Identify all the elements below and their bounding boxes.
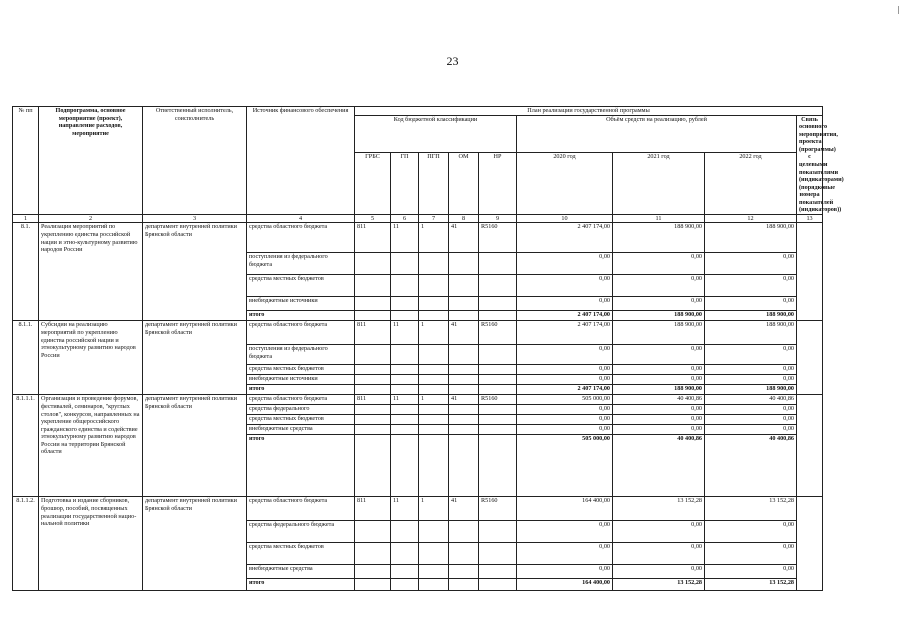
amount-2021: 188 900,00	[613, 311, 705, 321]
code-om	[449, 435, 479, 497]
amount-2022: 0,00	[705, 543, 797, 565]
funding-source: внебюджетные источники	[247, 375, 355, 385]
amount-2020: 0,00	[517, 275, 613, 297]
code-pgp	[419, 521, 449, 543]
amount-2021: 188 900,00	[613, 321, 705, 345]
code-nr	[479, 297, 517, 311]
code-nr	[479, 425, 517, 435]
code-grbs	[355, 579, 391, 591]
code-grbs	[355, 435, 391, 497]
col-num: 13	[797, 214, 823, 223]
code-grbs	[355, 521, 391, 543]
header-2020: 2020 год	[517, 152, 613, 214]
amount-2020: 0,00	[517, 415, 613, 425]
amount-2022: 0,00	[705, 565, 797, 579]
funding-source: средства федерального бюджета	[247, 521, 355, 543]
amount-2022: 0,00	[705, 297, 797, 311]
code-pgp	[419, 415, 449, 425]
row-responsible: департамент внутренней политики Брянской области	[143, 321, 247, 395]
code-om	[449, 579, 479, 591]
code-pgp	[419, 297, 449, 311]
code-gp	[391, 521, 419, 543]
code-gp	[391, 405, 419, 415]
funding-source: средства местных бюджетов	[247, 543, 355, 565]
code-grbs	[355, 253, 391, 275]
funding-source: средства областного бюджета	[247, 497, 355, 521]
code-pgp	[419, 565, 449, 579]
amount-2021: 0,00	[613, 253, 705, 275]
amount-2021: 0,00	[613, 425, 705, 435]
code-om: 41	[449, 223, 479, 253]
code-om	[449, 425, 479, 435]
code-grbs	[355, 543, 391, 565]
row-number: 8.1.1.	[13, 321, 39, 395]
code-gp	[391, 253, 419, 275]
amount-2022: 188 900,00	[705, 223, 797, 253]
funding-source: поступления из федерального бюджета	[247, 253, 355, 275]
amount-2020: 0,00	[517, 425, 613, 435]
row-name: Подготовка и издание сборников, брошюр, пособий, посвященных реализации государственной нацио-нальной политики	[39, 497, 143, 591]
code-nr	[479, 253, 517, 275]
code-om	[449, 375, 479, 385]
amount-2020: 2 407 174,00	[517, 321, 613, 345]
amount-2020: 0,00	[517, 253, 613, 275]
header-responsible: Ответственный исполнитель, соисполнитель	[143, 107, 247, 215]
code-om	[449, 253, 479, 275]
code-om	[449, 415, 479, 425]
indicator-link	[797, 395, 823, 497]
amount-2022: 0,00	[705, 425, 797, 435]
amount-2020: 0,00	[517, 365, 613, 375]
page-number: 23	[446, 54, 459, 68]
code-pgp: 1	[419, 395, 449, 405]
funding-source: средства федерального	[247, 405, 355, 415]
code-pgp	[419, 385, 449, 395]
code-pgp	[419, 253, 449, 275]
code-nr	[479, 579, 517, 591]
amount-2021: 40 400,86	[613, 395, 705, 405]
code-pgp: 1	[419, 223, 449, 253]
code-grbs: 811	[355, 395, 391, 405]
col-num: 3	[143, 214, 247, 223]
col-num: 9	[479, 214, 517, 223]
code-gp	[391, 385, 419, 395]
header-source: Источник финансового обеспечения	[247, 107, 355, 215]
code-pgp	[419, 365, 449, 375]
amount-2021: 0,00	[613, 565, 705, 579]
row-name: Организация и проведение форумов, фестивалей, семинаров, "круглых столов", конкурсов, направленных на укрепление общероссийского гражданского единства и содействие этнокультурному развитию народов России на территории Брянской области	[39, 395, 143, 497]
table-row	[13, 395, 823, 405]
code-pgp	[419, 543, 449, 565]
row-responsible: департамент внутренней политики Брянской области	[143, 395, 247, 497]
code-om	[449, 311, 479, 321]
col-num: 8	[449, 214, 479, 223]
col-num: 2	[39, 214, 143, 223]
header-2021: 2021 год	[613, 152, 705, 214]
program-plan-table	[12, 106, 844, 591]
code-om	[449, 385, 479, 395]
amount-2021: 40 400,86	[613, 435, 705, 497]
amount-2020: 505 000,00	[517, 395, 613, 405]
funding-source: итого	[247, 385, 355, 395]
funding-source: поступления из федерального бюджета	[247, 345, 355, 365]
funding-source: средства областного бюджета	[247, 321, 355, 345]
row-responsible: департамент внутренней политики Брянской области	[143, 223, 247, 321]
code-pgp: 1	[419, 497, 449, 521]
code-grbs	[355, 345, 391, 365]
funding-source: итого	[247, 579, 355, 591]
code-nr	[479, 405, 517, 415]
funding-source: средства местных бюджетов	[247, 365, 355, 375]
code-nr: R5160	[479, 223, 517, 253]
amount-2020: 164 400,00	[517, 497, 613, 521]
table-row	[13, 497, 823, 521]
code-pgp	[419, 405, 449, 415]
funding-source: внебюджетные средства	[247, 425, 355, 435]
code-om	[449, 275, 479, 297]
code-grbs	[355, 565, 391, 579]
amount-2022: 0,00	[705, 345, 797, 365]
amount-2022: 0,00	[705, 521, 797, 543]
col-num: 4	[247, 214, 355, 223]
code-pgp	[419, 375, 449, 385]
row-name: Субсидии на реализацию мероприятий по укреплению единства российской нации и этнокультурному развитию народов России	[39, 321, 143, 395]
code-pgp	[419, 425, 449, 435]
code-om	[449, 405, 479, 415]
code-pgp: 1	[419, 321, 449, 345]
funding-source: итого	[247, 435, 355, 497]
code-gp	[391, 311, 419, 321]
amount-2020: 2 407 174,00	[517, 311, 613, 321]
amount-2021: 0,00	[613, 365, 705, 375]
col-num: 11	[613, 214, 705, 223]
code-gp: 11	[391, 497, 419, 521]
amount-2021: 0,00	[613, 275, 705, 297]
code-grbs	[355, 385, 391, 395]
code-grbs: 811	[355, 321, 391, 345]
funding-source: средства областного бюджета	[247, 223, 355, 253]
amount-2020: 164 400,00	[517, 579, 613, 591]
page-edge-mark	[898, 6, 899, 14]
code-gp	[391, 415, 419, 425]
amount-2021: 13 152,28	[613, 579, 705, 591]
amount-2022: 188 900,00	[705, 321, 797, 345]
code-om	[449, 365, 479, 375]
amount-2020: 0,00	[517, 375, 613, 385]
header-volume: Объём средств на реализацию, рублей	[517, 115, 797, 152]
amount-2021: 0,00	[613, 521, 705, 543]
col-num: 10	[517, 214, 613, 223]
amount-2021: 188 900,00	[613, 385, 705, 395]
code-om: 41	[449, 497, 479, 521]
header-2022: 2022 год	[705, 152, 797, 214]
amount-2021: 0,00	[613, 297, 705, 311]
code-gp	[391, 425, 419, 435]
row-number: 8.1.1.1.	[13, 395, 39, 497]
code-grbs	[355, 297, 391, 311]
code-grbs	[355, 415, 391, 425]
code-om	[449, 345, 479, 365]
amount-2021: 188 900,00	[613, 223, 705, 253]
funding-source: средства местных бюджетов	[247, 415, 355, 425]
table-row	[13, 321, 823, 345]
code-grbs	[355, 365, 391, 375]
code-gp	[391, 375, 419, 385]
code-pgp	[419, 435, 449, 497]
indicator-link	[797, 223, 823, 321]
column-numbers-row	[13, 214, 823, 223]
header-link: Связь основного мероприятия, проекта (программы) с целевыми показателями (индикаторами) (порядковые номера показателей (индикаторов))	[797, 115, 823, 214]
code-pgp	[419, 275, 449, 297]
row-name: Реализация мероприятий по укреплению единства российской нации и этно-культурному развитию народов России	[39, 223, 143, 321]
code-gp: 11	[391, 223, 419, 253]
code-grbs	[355, 375, 391, 385]
header-plan: План реализации государственной программы	[355, 107, 823, 116]
code-grbs	[355, 425, 391, 435]
code-gp	[391, 435, 419, 497]
amount-2020: 0,00	[517, 297, 613, 311]
amount-2021: 0,00	[613, 543, 705, 565]
col-num: 6	[391, 214, 419, 223]
amount-2020: 0,00	[517, 565, 613, 579]
code-nr	[479, 435, 517, 497]
amount-2020: 2 407 174,00	[517, 223, 613, 253]
code-gp	[391, 345, 419, 365]
code-nr	[479, 543, 517, 565]
funding-source: внебюджетные средства	[247, 565, 355, 579]
header-num: № пп	[13, 107, 39, 215]
row-number: 8.1.1.2.	[13, 497, 39, 591]
code-nr: R5160	[479, 395, 517, 405]
code-grbs: 811	[355, 497, 391, 521]
col-num: 1	[13, 214, 39, 223]
indicator-link	[797, 497, 823, 591]
indicator-link	[797, 321, 823, 395]
code-om	[449, 565, 479, 579]
amount-2021: 0,00	[613, 345, 705, 365]
code-gp: 11	[391, 395, 419, 405]
col-num: 7	[419, 214, 449, 223]
code-nr	[479, 345, 517, 365]
code-nr: R5160	[479, 497, 517, 521]
code-grbs: 811	[355, 223, 391, 253]
code-pgp	[419, 579, 449, 591]
funding-source: внебюджетные источники	[247, 297, 355, 311]
code-nr	[479, 415, 517, 425]
amount-2020: 0,00	[517, 405, 613, 415]
amount-2021: 0,00	[613, 415, 705, 425]
funding-source: средства местных бюджетов	[247, 275, 355, 297]
amount-2022: 188 900,00	[705, 311, 797, 321]
code-gp	[391, 275, 419, 297]
amount-2022: 40 400,86	[705, 435, 797, 497]
code-gp	[391, 365, 419, 375]
code-nr	[479, 385, 517, 395]
code-om	[449, 543, 479, 565]
amount-2020: 0,00	[517, 521, 613, 543]
code-gp: 11	[391, 321, 419, 345]
amount-2022: 13 152,28	[705, 497, 797, 521]
code-gp	[391, 565, 419, 579]
header-nr: НР	[479, 152, 517, 214]
header-pgp: ПГП	[419, 152, 449, 214]
amount-2022: 0,00	[705, 375, 797, 385]
code-gp	[391, 579, 419, 591]
amount-2022: 0,00	[705, 365, 797, 375]
header-om: ОМ	[449, 152, 479, 214]
code-nr	[479, 375, 517, 385]
code-gp	[391, 297, 419, 311]
amount-2022: 0,00	[705, 415, 797, 425]
code-pgp	[419, 345, 449, 365]
table-row	[13, 223, 823, 253]
header-grbs: ГРБС	[355, 152, 391, 214]
header-subprogram: Подпрограмма, основное мероприятие (проект), направление расходов, мероприятие	[39, 107, 143, 215]
amount-2022: 13 152,28	[705, 579, 797, 591]
amount-2022: 0,00	[705, 275, 797, 297]
col-num: 12	[705, 214, 797, 223]
amount-2020: 505 000,00	[517, 435, 613, 497]
row-number: 8.1.	[13, 223, 39, 321]
amount-2021: 0,00	[613, 375, 705, 385]
code-nr: R5160	[479, 321, 517, 345]
code-om	[449, 297, 479, 311]
code-om	[449, 521, 479, 543]
code-pgp	[419, 311, 449, 321]
amount-2022: 188 900,00	[705, 385, 797, 395]
funding-source: средства областного бюджета	[247, 395, 355, 405]
row-responsible: департамент внутренней политики Брянской области	[143, 497, 247, 591]
funding-source: итого	[247, 311, 355, 321]
header-budget-code: Код бюджетной классификации	[355, 115, 517, 152]
code-gp	[391, 543, 419, 565]
code-nr	[479, 521, 517, 543]
code-grbs	[355, 311, 391, 321]
amount-2022: 0,00	[705, 405, 797, 415]
code-grbs	[355, 275, 391, 297]
code-om: 41	[449, 321, 479, 345]
code-nr	[479, 311, 517, 321]
header-gp: ГП	[391, 152, 419, 214]
code-nr	[479, 365, 517, 375]
code-grbs	[355, 405, 391, 415]
amount-2022: 40 400,86	[705, 395, 797, 405]
amount-2020: 0,00	[517, 543, 613, 565]
col-num: 5	[355, 214, 391, 223]
amount-2021: 13 152,28	[613, 497, 705, 521]
amount-2020: 2 407 174,00	[517, 385, 613, 395]
code-nr	[479, 565, 517, 579]
code-om: 41	[449, 395, 479, 405]
amount-2021: 0,00	[613, 405, 705, 415]
amount-2020: 0,00	[517, 345, 613, 365]
code-nr	[479, 275, 517, 297]
amount-2022: 0,00	[705, 253, 797, 275]
